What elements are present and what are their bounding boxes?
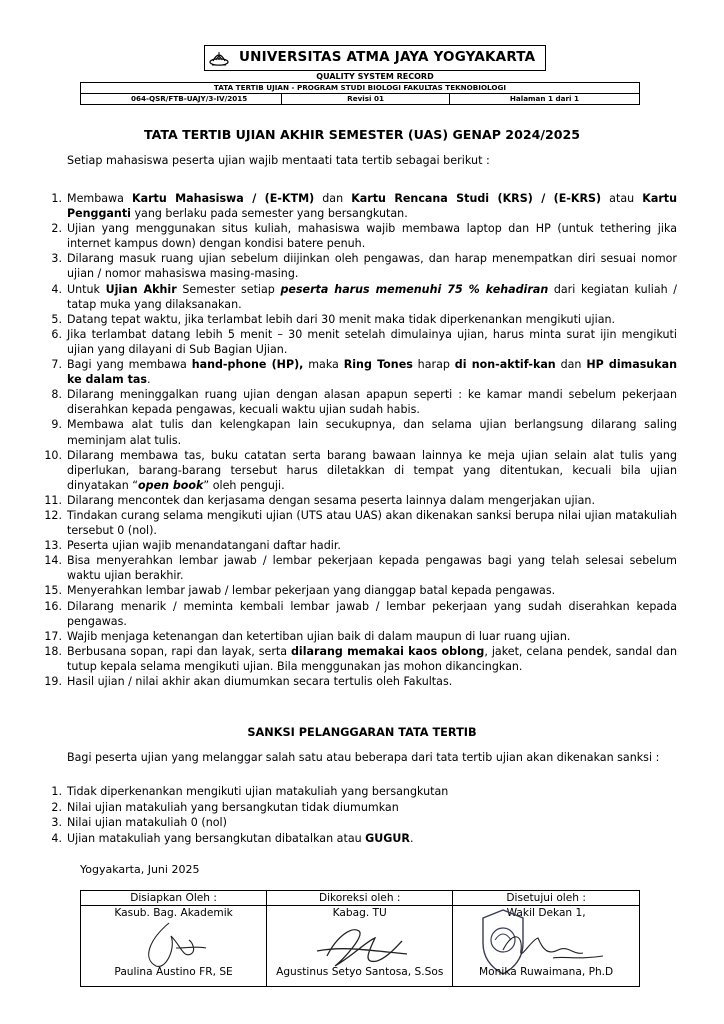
rule-text: ” oleh penguji. [203, 478, 285, 492]
rule-text: Kartu Rencana Studi (KRS) / (E-KRS) [351, 192, 602, 205]
rule-item [0, 493, 677, 508]
sanction-item [0, 831, 724, 847]
rule-text: Tindakan curang selama mengikuti ujian (UTS atau UAS) akan dikenakan sanksi berupa nilai ujian matakuliah tersebut 0 (nol). [67, 508, 677, 538]
rule-number: 7. [51, 358, 62, 372]
rule-item [0, 629, 677, 644]
rule-item [0, 674, 677, 689]
rule-number: 4. [51, 282, 62, 296]
rule-text: Membawa alat tulis dan kelengkapan lain secukupnya, dan selama ujian berlangsung dilarang saling meminjam alat tulis. [67, 418, 677, 447]
rule-text: Dilarang masuk ruang ujian sebelum diijinkan oleh pengawas, dan harap menempatkan diri sesuai nomor ujian / nomor mahasiswa masing-masing. [67, 252, 677, 281]
rule-text: dan [555, 358, 587, 372]
rule-text: maka [303, 358, 344, 372]
checked-by-label: Dikoreksi oleh : [267, 891, 453, 906]
prepared-signature-cell [81, 906, 266, 986]
approved-role: Wakil Dekan 1, [506, 907, 586, 919]
checked-signature-cell [267, 906, 452, 986]
rule-number: 1. [51, 192, 62, 205]
rule-text: Wajib menjaga ketenangan dan ketertiban ujian baik di dalam maupun di luar ruang ujian. [67, 629, 571, 643]
rule-number: 17. [44, 629, 62, 643]
rule-text: . [147, 373, 151, 387]
sanction-item [0, 784, 724, 800]
rule-text: atau [601, 192, 643, 205]
rule-number: 14. [44, 554, 62, 568]
prepared-by-label: Disiapkan Oleh : [81, 891, 267, 906]
rule-text: Dilarang menarik / meminta kembali lembar jawab / lembar pekerjaan yang sudah diserahkan kepada pengawas. [67, 599, 677, 628]
rule-item [0, 448, 677, 493]
rule-number: 15. [44, 584, 62, 598]
rule-text: Jika terlambat datang lebih 5 menit – 30 menit setelah dimulainya ujian, harus minta surat ijin mengikuti ujian yang dilayani di Sub Bagian Ujian. [67, 327, 677, 356]
signature-image [121, 918, 221, 973]
rule-item [0, 191, 677, 221]
rule-text: Datang tepat waktu, jika terlambat lebih dari 30 menit maka tidak diperkenankan mengikuti ujian. [67, 312, 616, 326]
rule-text: Membawa [67, 192, 132, 205]
rule-text: Peserta ujian wajib menandatangani daftar hadir. [67, 539, 341, 553]
rule-item [0, 553, 677, 583]
sanction-text: GUGUR [365, 831, 410, 845]
rule-item [0, 644, 677, 674]
sanction-list [0, 784, 724, 846]
approved-signature-cell [453, 906, 639, 986]
place-date: Yogyakarta, Juni 2025 [80, 863, 200, 876]
rule-number: 12. [44, 508, 62, 522]
page-number: Halaman 1 dari 1 [449, 94, 639, 105]
revision-label: Revisi 01 [282, 94, 450, 105]
rule-number: 9. [51, 418, 62, 432]
rule-text: Hasil ujian / nilai akhir akan diumumkan secara tertulis oleh Fakultas. [67, 675, 453, 688]
rule-text: yang berlaku pada semester yang bersangkutan. [130, 207, 408, 221]
rule-text: Kartu Mahasiswa / (E-KTM) [131, 192, 315, 205]
rule-text: Bisa menyerahkan lembar jawab / lembar pekerjaan kepada pengawas bagi yang telah selesai sebelum waktu ujian berakhir. [67, 554, 677, 583]
rule-text: di non-aktif-kan [454, 358, 556, 372]
rule-item [0, 251, 677, 281]
document-title: TATA TERTIB UJIAN - PROGRAM STUDI BIOLOGI FAKULTAS TEKNOBIOLOGI [81, 83, 640, 94]
checked-role: Kabag. TU [332, 907, 387, 919]
rule-text: dilarang memakai kaos oblong [290, 644, 485, 658]
rule-item [0, 327, 677, 357]
rule-text: Ujian yang menggunakan situs kuliah, mahasiswa wajib membawa laptop dan HP (untuk tethering jika internet kampus down) dengan kondisi batere penuh. [67, 222, 677, 251]
sanction-item [0, 815, 724, 831]
prepared-role: Kasub. Bag. Akademik [114, 907, 233, 919]
sanction-text: Nilai ujian matakuliah 0 (nol) [67, 816, 227, 829]
sanction-title: SANKSI PELANGGARAN TATA TERTIB [247, 726, 477, 739]
sanction-text: . [409, 831, 414, 845]
rule-number: 3. [51, 252, 62, 266]
sanction-text: Ujian matakuliah yang bersangkutan dibatalkan atau [67, 831, 366, 845]
rule-text: Dilarang mencontek dan kerjasama dengan sesama peserta lainnya dalam mengerjakan ujian. [67, 493, 595, 507]
sanction-item [0, 800, 724, 816]
rules-list [0, 191, 724, 689]
rule-text: HP dimasukan ke dalam tas [67, 358, 677, 387]
checked-name: Agustinus Setyo Santosa, S.Sos [276, 966, 444, 978]
rule-item [0, 599, 677, 629]
sanction-number: 3. [51, 816, 62, 829]
rule-text: Berbusana sopan, rapi dan layak, serta [67, 644, 291, 658]
rule-text: Ujian Akhir [105, 282, 177, 296]
rule-text: Semester setiap [176, 282, 281, 296]
quality-record-label: QUALITY SYSTEM RECORD [316, 72, 434, 81]
rule-item [0, 417, 677, 447]
rule-text: Bagi yang membawa [67, 358, 192, 372]
rule-text: Ring Tones [343, 358, 413, 372]
signature-table [80, 890, 640, 987]
rule-text: harap [412, 358, 455, 372]
rule-text: Kartu Pengganti [67, 192, 677, 221]
rule-number: 6. [51, 327, 62, 341]
university-name: UNIVERSITAS ATMA JAYA YOGYAKARTA [239, 49, 536, 65]
rule-text: , jaket, celana pendek, sandal dan tutup kepala selama mengikuti ujian. Bila menggunakan jas mohon dikancingkan. [67, 644, 677, 673]
university-header [204, 45, 546, 71]
university-logo-icon [208, 47, 230, 69]
sanction-number: 1. [51, 785, 62, 798]
rule-number: 11. [44, 493, 62, 507]
document-code: 064-QSR/FTB-UAJY/3-IV/2015 [81, 94, 282, 105]
rule-number: 16. [44, 599, 62, 613]
rule-number: 19. [44, 675, 62, 688]
rule-text: hand-phone (HP), [191, 358, 304, 372]
intro-text: Setiap mahasiswa peserta ujian wajib mentaati tata tertib sebagai berikut : [67, 154, 490, 167]
rule-text: dari kegiatan kuliah / tatap muka yang dilaksanakan. [67, 282, 678, 311]
rule-number: 10. [44, 448, 62, 462]
approved-by-label: Disetujui oleh : [453, 891, 640, 906]
rule-number: 5. [51, 312, 62, 326]
rule-number: 13. [44, 539, 62, 553]
rule-item [0, 583, 677, 598]
document-meta-table [80, 82, 640, 105]
rule-text: Menyerahkan lembar jawab / lembar pekerjaan yang dianggap batal kepada pengawas. [67, 584, 556, 598]
page-title: TATA TERTIB UJIAN AKHIR SEMESTER (UAS) GENAP 2024/2025 [143, 127, 581, 142]
sanction-intro: Bagi peserta ujian yang melanggar salah satu atau beberapa dari tata tertib ujian akan dikenakan sanksi : [67, 751, 660, 764]
sanction-number: 4. [51, 831, 62, 845]
rule-item [0, 508, 677, 538]
sanction-number: 2. [51, 800, 62, 814]
prepared-name: Paulina Austino FR, SE [114, 966, 233, 978]
sanction-text: Nilai ujian matakuliah yang bersangkutan tidak diumumkan [67, 800, 399, 814]
rule-text: Untuk [67, 282, 106, 296]
approved-name: Monika Ruwaimana, Ph.D [479, 966, 614, 978]
rule-text: Dilarang membawa tas, buku catatan serta barang bawaan lainnya ke meja ujian selain alat tulis yang diperlukan, barang-barang tersebut harus diletakkan di tempat yang ditentukan, kecuali bila ujian dinyatakan “ [67, 448, 677, 492]
rule-item [0, 312, 677, 327]
rule-item [0, 387, 677, 417]
rule-text: dan [314, 192, 352, 205]
rule-item [0, 221, 677, 251]
rule-number: 18. [44, 644, 62, 658]
rule-text: peserta harus memenuhi 75 % kehadiran [280, 282, 549, 296]
rule-text: Dilarang meninggalkan ruang ujian dengan alasan apapun seperti : ke kamar mandi sebelum pekerjaan diserahkan kepada pengawas, kecuali waktu ujian sudah habis. [67, 388, 677, 417]
sanction-text: Tidak diperkenankan mengikuti ujian matakuliah yang bersangkutan [67, 785, 449, 798]
rule-number: 2. [51, 222, 62, 236]
rule-text: open book [138, 478, 204, 492]
rule-item [0, 357, 677, 387]
rule-number: 8. [51, 388, 62, 402]
rule-item [0, 282, 677, 312]
rule-item [0, 538, 677, 553]
